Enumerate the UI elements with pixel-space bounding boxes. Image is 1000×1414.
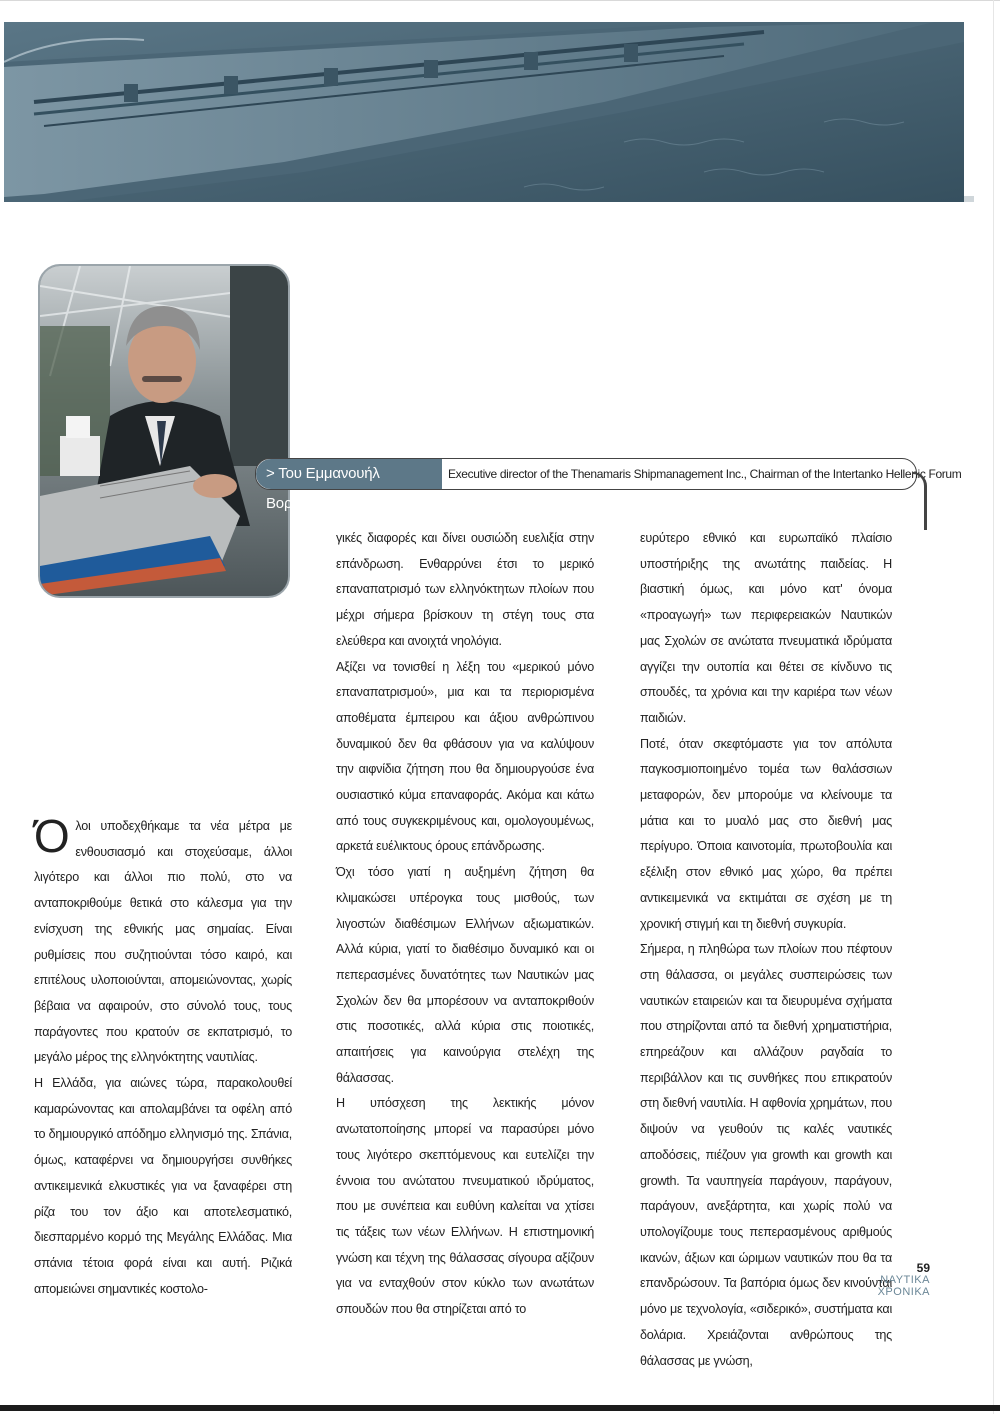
page-top-edge <box>0 0 1000 1</box>
article-paragraph <box>34 810 292 1071</box>
byline-author-role: Executive director of the Thenamaris Shipmanagement Inc., Chairman of the Intertanko Hellenic Forum <box>448 467 962 481</box>
hero-image-edge <box>964 196 974 202</box>
article-paragraph: Αξίζει να τονισθεί η λέξη του «μερικού μόνο επαναπατρισμού», μια και τα περιορισμένα αποθέματα έμπειρου και άξιου ανθρώπινου δυναμικού δεν θα φθάσουν για να καλύψουν την αιφνίδια ζήτηση που θα δημιουργούσε ένα ουσιαστικό κύμα επαναφοράς. Ακόμα και κάτω από τους συγκεκριμένους και, ομολογουμένως, αρκετά ευέλικτους όρους επάνδρωσης. <box>336 659 594 854</box>
byline-author-name: > Του Εμμανουήλ Βορδώνη, <box>256 459 442 489</box>
byline-bracket <box>912 472 927 530</box>
page-bottom-bar <box>0 1405 1000 1411</box>
ship-hero-image <box>4 22 964 202</box>
publication-name-line-1: ΝΑΥΤΙΚΑ <box>880 1274 930 1286</box>
page-right-edge <box>993 0 994 1414</box>
article-paragraph: Η υπόσχεση της λεκτικής μόνον ανωτατοποίησης μπορεί να παρασύρει μόνο τους λιγότερο σκεπτόμενους και ευτελίζει την έννοια του ανώτατου πνευματικού ιδρύματος, που με συνέπεια και ευθύνη καλείται να χτίσει τις τάξεις των νέων Ελλήνων. Η επιστημονική γνώση και τέχνη της θάλασσας σίγουρα αξίζουν για να ενταχθούν στον κύκλο των ανωτάτων σπουδών που θα στηρίζεται από το <box>336 1096 594 1317</box>
article-paragraph: Όχι τόσο γιατί η αυξημένη ζήτηση θα κλιμακώσει υπέρογκα τους μισθούς, των λιγοστών διαθέσιμων Ελλήνων αξιωματικών. Αλλά κύρια, γιατί το διαθέσιμο δυναμικό και οι πεπερασμένες δυνατότητες των Ναυτικών μας Σχολών δεν θα μπορέσουν να ανταποκριθούν στις ποσοτικές, αλλά κύρια στις ποιοτικές, απαιτήσεις για καινούργια στελέχη της θάλασσας. <box>336 865 594 1085</box>
author-portrait-photo <box>38 264 290 598</box>
article-paragraph: Ποτέ, όταν σκεφτόμαστε για τον απόλυτα παγκοσμιοποιημένο τομέα των θαλάσσιων μεταφορών, δεν μπορούμε να κλείνουμε τα μάτια και το μυαλό μας στο διεθνή μας περίγυρο. Όποια καινοτομία, πρωτοβουλία και εξέλιξη στον εθνικό μας χώρο, θα πρέπει αντικειμενικά να εκτιμάται σε σχέση με τη χρονική στιγμή και τη διεθνή συγκυρία. <box>640 736 892 931</box>
article-paragraph: Η Ελλάδα, για αιώνες τώρα, παρακολουθεί καμαρώνοντας και απολαμβάνει τα οφέλη από το δημιουργικό απόδημο ελληνισμό της. Σπάνια, όμως, καταφέρνει να δημιουργήσει συνθήκες αντικειμενικά ελκυστικές για να ξαναφέρει στη ρίζα του τον άξιο και αποτελεσματικό, διεσπαρμένο κορμό της Μεγάλης Ελλάδας. Μια σπάνια τέτοια φορά είναι και αυτή. Ριζικά απομειώνει σημαντικές κοστολο- <box>34 1076 292 1296</box>
article-column-1 <box>34 810 292 1302</box>
author-byline <box>255 458 962 512</box>
article-paragraph: ευρύτερο εθνικό και ευρωπαϊκό πλαίσιο υποστήριξης της ανωτάτης παιδείας. Η βιαστική όμως, και μόνο κατ' όνομα «προαγωγή» των περιφερειακών Ναυτικών μας Σχολών σε ανώτατα πνευματικά ιδρύματα αγγίζει την ουτοπία και θέτει σε κίνδυνο τις σπουδές, τα χρόνια και την καριέρα των νέων παιδιών. <box>640 531 892 725</box>
page-folio <box>862 1262 930 1298</box>
article-column-2 <box>336 526 594 1323</box>
publication-name-line-2: ΧΡΟΝΙΚΑ <box>877 1286 930 1298</box>
article-paragraph: γικές διαφορές και δίνει ουσιώδη ευελιξία στην επάνδρωση. Ενθαρρύνει έτσι το μερικό επαναπατρισμό των ελληνόκτητων πλοίων που μέχρι σήμερα βρίσκουν τη στέγη τους στα ελεύθερα και ανοιχτά νηολόγια. <box>336 531 594 648</box>
drop-cap: Ό <box>34 810 70 862</box>
article-column-3 <box>640 526 892 1374</box>
paragraph-text: λοι υποδεχθήκαμε τα νέα μέτρα με ενθουσιασμό και στοχεύσαμε, άλλοι λιγότερο και άλλοι πιο πολύ, στο να ανταποκριθούμε θετικά στο κάλεσμα για την ενίσχυση της εθνικής μας σημαίας. Είναι ρυθμίσεις που συζητιούνται τόσο καιρό, και επιτέλους υλοποιούνται, απομειώνοντας, χωρίς βέβαια να αφαιρούν, στο σύνολό τους, τους παράγοντες που κρατούν σε εκπατρισμό, το μεγάλο μέρος της ελληνόκτητης ναυτιλίας. <box>34 819 292 1065</box>
article-paragraph: Σήμερα, η πληθώρα των πλοίων που πέφτουν στη θάλασσα, οι μεγάλες συσπειρώσεις των ναυτικών εταιρειών και τα διευρυμένα σχήματα που στηρίζονται από τα διεθνή χρηματιστήρια, επηρεάζουν και αλλάζουν ραγδαία το περιβάλλον και τις συνθήκες που επικρατούν στη διεθνή ναυτιλία. Η αφθονία χρημάτων, που διψούν να γευθούν τις καλές ναυτικές αποδόσεις, πιέζουν για growth και growth και growth. Τα ναυπηγεία παράγουν, παράγουν, παράγουν, ανεξάρτητα, και χωρίς πολύ να υπολογίζουμε τους πεπερασμένους αριθμούς ικανών, άξιων και ώριμων ναυτικών που θα τα επανδρώσουν. Τα βαπόρια όμως δεν κινούνται μόνο με τεχνολογία, «σιδερικό», συστήματα και δολάρια. Χρειάζονται ανθρώπους της θάλασσας με γνώση, <box>640 942 892 1368</box>
page-number: 59 <box>916 1261 930 1275</box>
